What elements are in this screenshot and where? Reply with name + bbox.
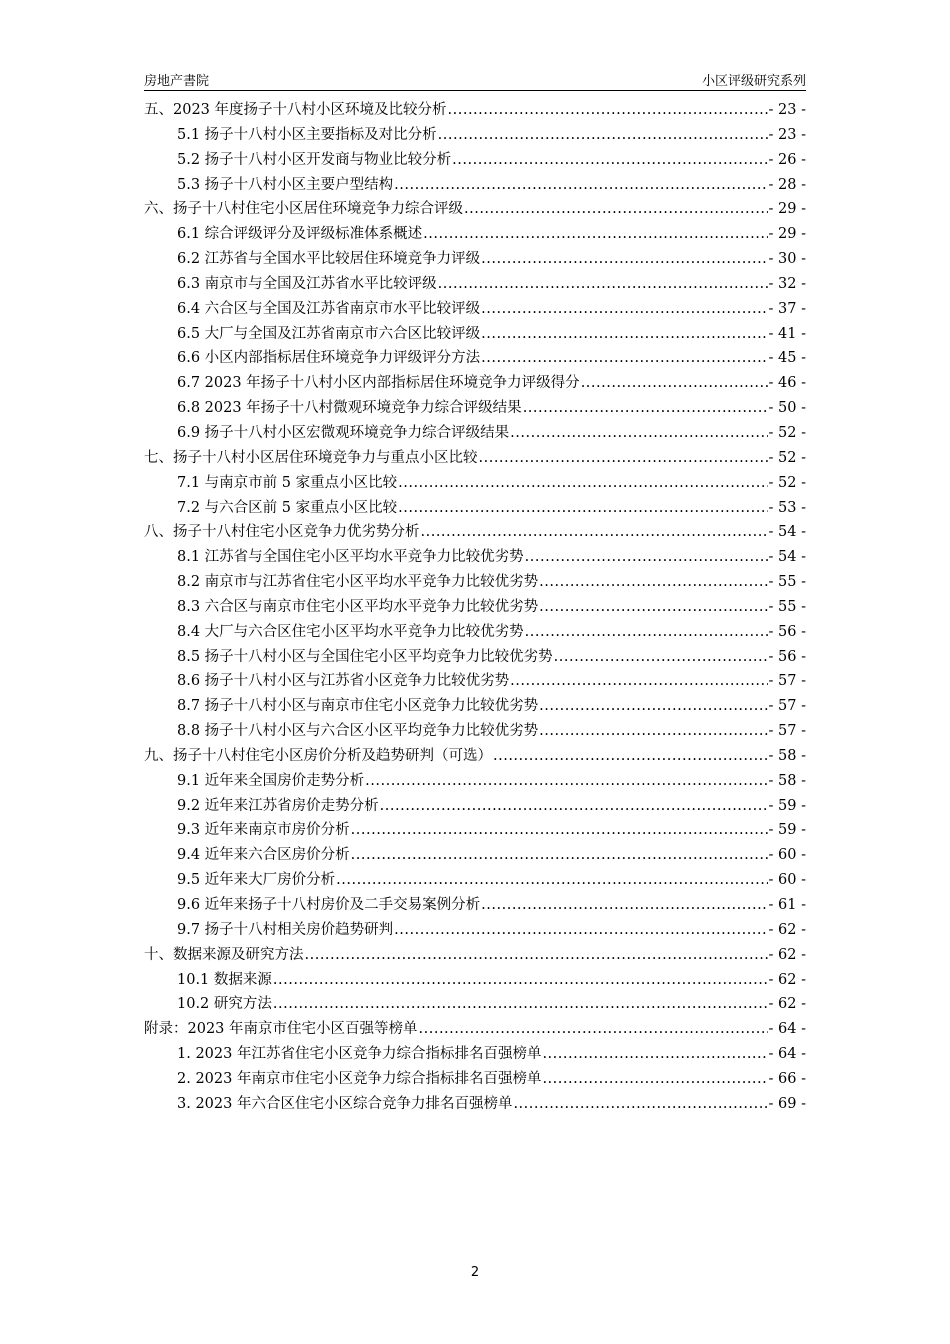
toc-entry-page: - 50 - (768, 400, 806, 417)
toc-entry-title: 9.1 近年来全国房价走势分析 (177, 772, 365, 789)
toc-entry-title: 8.6 扬子十八村小区与江苏省小区竞争力比较优劣势 (177, 673, 510, 690)
toc-entry-title: 5.3 扬子十八村小区主要户型结构 (177, 176, 394, 193)
toc-dot-leader (423, 222, 767, 247)
toc-dot-leader (481, 247, 767, 272)
toc-entry-title: 6.5 大厂与全国及江苏省南京市六合区比较评级 (177, 325, 481, 342)
toc-dot-leader (398, 471, 767, 496)
toc-entry-page: - 57 - (768, 723, 806, 740)
toc-entry[interactable] (144, 123, 806, 148)
toc-entry-page: - 62 - (768, 996, 806, 1013)
toc-dot-leader (542, 1042, 767, 1067)
page-number: 2 (470, 1265, 480, 1280)
toc-entry-page: - 54 - (768, 549, 806, 566)
toc-entry-page: - 55 - (768, 598, 806, 615)
toc-entry-title: 8.8 扬子十八村小区与六合区小区平均竞争力比较优劣势 (177, 723, 539, 740)
toc-entry[interactable] (144, 943, 806, 968)
toc-entry[interactable] (144, 446, 806, 471)
toc-entry-page: - 52 - (768, 424, 806, 441)
toc-entry[interactable] (144, 520, 806, 545)
toc-entry-title: 6.1 综合评级评分及评级标准体系概述 (177, 226, 423, 243)
toc-entry-page: - 66 - (768, 1070, 806, 1087)
toc-entry-title: 七、扬子十八村小区居住环境竞争力与重点小区比较 (144, 449, 478, 466)
toc-entry-page: - 29 - (768, 226, 806, 243)
toc-entry[interactable] (144, 496, 806, 521)
toc-entry-title: 6.4 六合区与全国及江苏省南京市水平比较评级 (177, 300, 481, 317)
toc-dot-leader (481, 322, 767, 347)
toc-entry-title: 八、扬子十八村住宅小区竞争力优劣势分析 (144, 524, 420, 541)
toc-entry-title: 6.9 扬子十八村小区宏微观环境竞争力综合评级结果 (177, 424, 510, 441)
toc-entry-title: 2. 2023 年南京市住宅小区竞争力综合指标排名百强榜单 (177, 1070, 542, 1087)
toc-entry-title: 6.6 小区内部指标居住环境竞争力评级评分方法 (177, 350, 481, 367)
toc-entry-title: 5.2 扬子十八村小区开发商与物业比较分析 (177, 151, 452, 168)
toc-entry-title: 六、扬子十八村住宅小区居住环境竞争力综合评级 (144, 201, 463, 218)
toc-entry-title: 3. 2023 年六合区住宅小区综合竞争力排名百强榜单 (177, 1095, 513, 1112)
toc-entry-title: 7.2 与六合区前 5 家重点小区比较 (177, 499, 398, 516)
toc-entry[interactable] (144, 222, 806, 247)
toc-entry-page: - 41 - (768, 325, 806, 342)
toc-entry[interactable] (144, 297, 806, 322)
toc-entry[interactable] (144, 669, 806, 694)
toc-dot-leader (273, 968, 768, 993)
toc-entry-page: - 57 - (768, 698, 806, 715)
toc-dot-leader (479, 446, 768, 471)
toc-entry-page: - 69 - (768, 1095, 806, 1112)
toc-dot-leader (419, 1017, 768, 1042)
toc-entry-page: - 64 - (768, 1021, 806, 1038)
toc-entry-title: 十、数据来源及研究方法 (144, 946, 304, 963)
toc-dot-leader (394, 173, 767, 198)
toc-entry-page: - 23 - (768, 126, 806, 143)
toc-entry[interactable] (144, 818, 806, 843)
toc-entry-title: 5.1 扬子十八村小区主要指标及对比分析 (177, 126, 437, 143)
toc-entry-page: - 30 - (768, 251, 806, 268)
toc-entry-page: - 60 - (768, 847, 806, 864)
toc-entry[interactable] (144, 843, 806, 868)
toc-entry[interactable] (144, 421, 806, 446)
toc-dot-leader (448, 98, 768, 123)
toc-entry[interactable] (144, 595, 806, 620)
toc-entry[interactable] (144, 968, 806, 993)
toc-dot-leader (394, 918, 767, 943)
toc-dot-leader (365, 769, 767, 794)
toc-dot-leader (539, 719, 767, 744)
toc-entry-title: 6.7 2023 年扬子十八村小区内部指标居住环境竞争力评级得分 (177, 375, 580, 392)
toc-entry-page: - 46 - (768, 375, 806, 392)
toc-dot-leader (510, 421, 767, 446)
toc-dot-leader (481, 346, 767, 371)
toc-entry-title: 6.3 南京市与全国及江苏省水平比较评级 (177, 275, 437, 292)
toc-entry-page: - 60 - (768, 872, 806, 889)
toc-entry[interactable] (144, 371, 806, 396)
page-header (144, 68, 806, 91)
toc-entry-title: 10.1 数据来源 (177, 971, 272, 988)
toc-entry[interactable] (144, 247, 806, 272)
toc-dot-leader (513, 1092, 767, 1117)
toc-entry[interactable] (144, 893, 806, 918)
toc-entry[interactable] (144, 471, 806, 496)
toc-entry-page: - 32 - (768, 275, 806, 292)
toc-dot-leader (523, 396, 768, 421)
toc-entry-page: - 61 - (768, 897, 806, 913)
header-publisher: 房地产書院 (144, 74, 210, 89)
toc-entry-title: 6.2 江苏省与全国水平比较居住环境竞争力评级 (177, 251, 481, 268)
toc-entry-title: 附录：2023 年南京市住宅小区百强等榜单 (144, 1021, 418, 1038)
toc-dot-leader (438, 123, 768, 148)
toc-dot-leader (351, 843, 768, 868)
toc-entry-title: 8.1 江苏省与全国住宅小区平均水平竞争力比较优劣势 (177, 549, 524, 566)
toc-entry[interactable] (144, 148, 806, 173)
toc-entry-title: 九、扬子十八村住宅小区房价分析及趋势研判（可选） (144, 747, 492, 764)
toc-entry-page: - 56 - (768, 623, 806, 640)
toc-entry-page: - 62 - (768, 921, 806, 938)
toc-entry-page: - 55 - (768, 574, 806, 591)
toc-entry[interactable] (144, 744, 806, 769)
toc-entry-page: - 26 - (768, 151, 806, 168)
toc-entry-page: - 53 - (768, 499, 806, 516)
toc-entry-page: - 45 - (768, 350, 806, 367)
toc-entry[interactable] (144, 396, 806, 421)
toc-entry-title: 五、2023 年度扬子十八村小区环境及比较分析 (144, 102, 447, 118)
toc-entry-page: - 52 - (768, 449, 806, 466)
toc-entry[interactable] (144, 272, 806, 297)
toc-entry[interactable] (144, 868, 806, 893)
toc-entry-title: 1. 2023 年江苏省住宅小区竞争力综合指标排名百强榜单 (177, 1046, 542, 1063)
toc-entry[interactable] (144, 173, 806, 198)
toc-dot-leader (380, 794, 768, 819)
header-series-title: 小区评级研究系列 (701, 74, 806, 89)
toc-entry-title: 9.3 近年来南京市房价分析 (177, 822, 350, 839)
toc-entry-title: 8.7 扬子十八村小区与南京市住宅小区竞争力比较优劣势 (177, 698, 539, 715)
toc-dot-leader (351, 818, 768, 843)
toc-dot-leader (539, 694, 767, 719)
toc-dot-leader (554, 645, 768, 670)
toc-entry[interactable] (144, 570, 806, 595)
toc-dot-leader (510, 669, 767, 694)
toc-entry-title: 8.4 大厂与六合区住宅小区平均水平竞争力比较优劣势 (177, 623, 524, 640)
toc-dot-leader (542, 1067, 767, 1092)
toc-entry[interactable] (144, 794, 806, 819)
toc-entry-title: 9.6 近年来扬子十八村房价及二手交易案例分析 (177, 897, 481, 913)
toc-entry-page: - 58 - (768, 747, 806, 764)
toc-entry-title: 9.2 近年来江苏省房价走势分析 (177, 797, 379, 814)
toc-dot-leader (525, 545, 768, 570)
toc-entry[interactable] (144, 769, 806, 794)
toc-entry[interactable] (144, 719, 806, 744)
toc-entry[interactable] (144, 98, 806, 123)
toc-dot-leader (481, 297, 767, 322)
toc-entry-title: 8.5 扬子十八村小区与全国住宅小区平均竞争力比较优劣势 (177, 648, 553, 665)
toc-entry[interactable] (144, 1042, 806, 1067)
toc-entry[interactable] (144, 545, 806, 570)
toc-entry-page: - 29 - (768, 201, 806, 218)
toc-entry[interactable] (144, 918, 806, 943)
toc-entry-page: - 54 - (768, 524, 806, 541)
toc-entry-title: 9.4 近年来六合区房价分析 (177, 847, 350, 864)
toc-entry[interactable] (144, 620, 806, 645)
toc-entry-page: - 64 - (768, 1046, 806, 1063)
toc-dot-leader (398, 496, 767, 521)
toc-entry-page: - 57 - (768, 673, 806, 690)
toc-entry-page: - 23 - (768, 102, 806, 118)
toc-entry-page: - 59 - (768, 822, 806, 839)
toc-entry-title: 8.3 六合区与南京市住宅小区平均水平竞争力比较优劣势 (177, 598, 539, 615)
toc-entry-page: - 56 - (768, 648, 806, 665)
toc-entry[interactable] (144, 1017, 806, 1042)
table-of-contents (144, 98, 806, 1117)
toc-dot-leader (421, 520, 768, 545)
toc-entry-page: - 52 - (768, 474, 806, 491)
toc-dot-leader (273, 992, 768, 1017)
toc-dot-leader (539, 570, 767, 595)
toc-dot-leader (452, 148, 767, 173)
toc-entry-title: 8.2 南京市与江苏省住宅小区平均水平竞争力比较优劣势 (177, 574, 539, 591)
toc-dot-leader (581, 371, 768, 396)
toc-dot-leader (438, 272, 768, 297)
toc-entry-page: - 59 - (768, 797, 806, 814)
toc-dot-leader (464, 197, 768, 222)
toc-dot-leader (305, 943, 768, 968)
toc-dot-leader (481, 893, 767, 918)
toc-entry-page: - 58 - (768, 772, 806, 789)
toc-entry[interactable] (144, 992, 806, 1017)
toc-entry[interactable] (144, 346, 806, 371)
toc-entry-title: 10.2 研究方法 (177, 996, 272, 1013)
toc-entry-title: 6.8 2023 年扬子十八村微观环境竞争力综合评级结果 (177, 400, 522, 417)
toc-entry-page: - 62 - (768, 971, 806, 988)
toc-entry[interactable] (144, 197, 806, 222)
toc-entry-title: 7.1 与南京市前 5 家重点小区比较 (177, 474, 398, 491)
toc-entry-page: - 37 - (768, 300, 806, 317)
toc-dot-leader (336, 868, 767, 893)
toc-entry[interactable] (144, 322, 806, 347)
toc-dot-leader (539, 595, 767, 620)
toc-entry[interactable] (144, 1092, 806, 1117)
toc-entry[interactable] (144, 645, 806, 670)
toc-entry-page: - 62 - (768, 946, 806, 963)
toc-entry[interactable] (144, 1067, 806, 1092)
toc-entry[interactable] (144, 694, 806, 719)
toc-entry-title: 9.5 近年来大厂房价分析 (177, 872, 336, 889)
toc-entry-title: 9.7 扬子十八村相关房价趋势研判 (177, 921, 394, 938)
toc-entry-page: - 28 - (768, 176, 806, 193)
toc-dot-leader (525, 620, 768, 645)
toc-dot-leader (493, 744, 768, 769)
